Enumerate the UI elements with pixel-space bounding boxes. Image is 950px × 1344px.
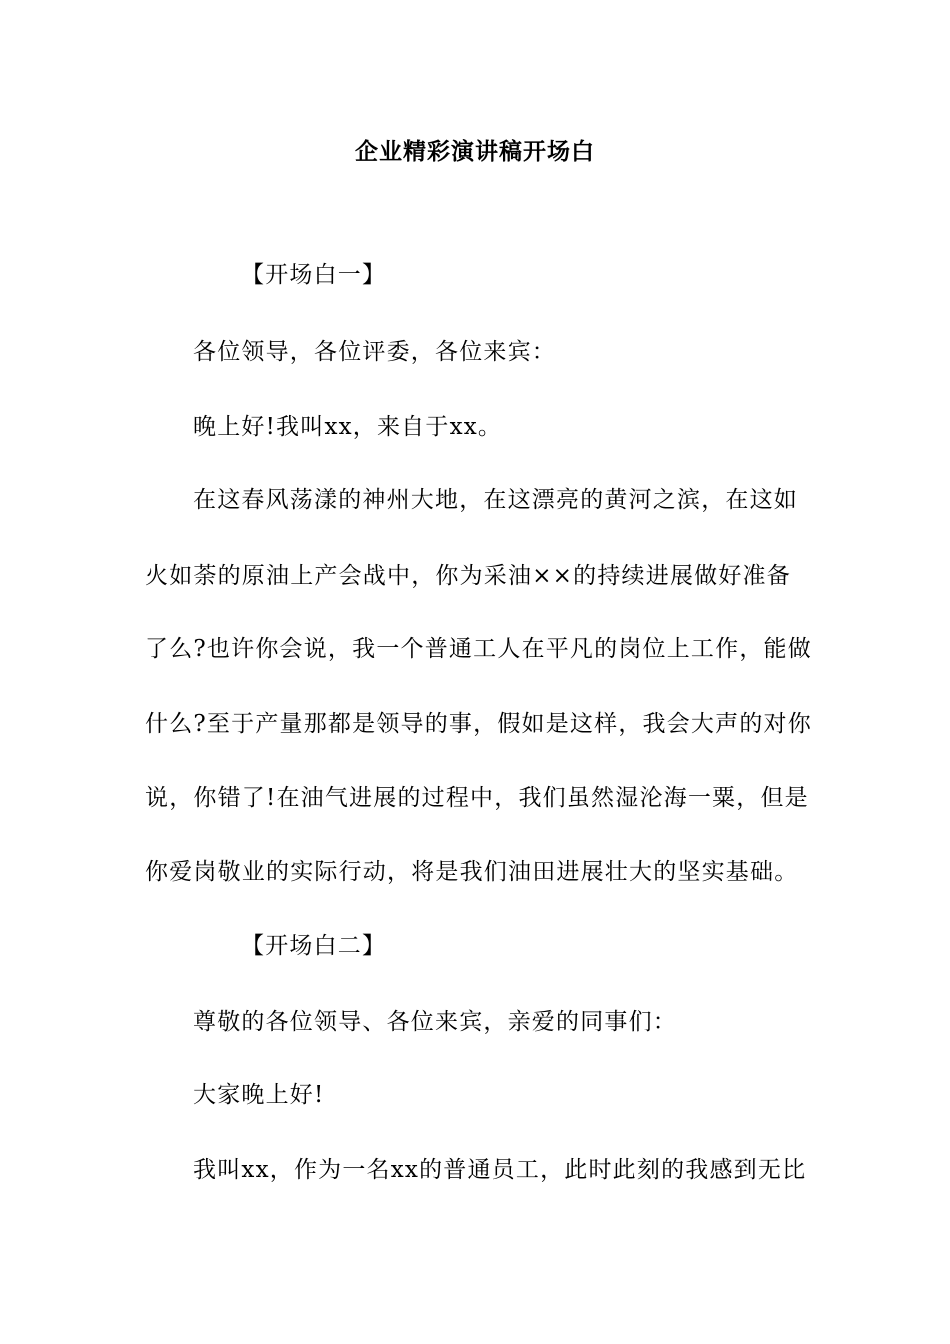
paragraph-line: 你爱岗敬业的实际行动，将是我们油田进展壮大的坚实基础。: [145, 859, 799, 885]
section-heading-2: 【开场白二】: [241, 933, 387, 959]
section-heading-1: 【开场白一】: [241, 262, 387, 288]
paragraph-line: 晚上好!我叫xx，来自于xx。: [193, 414, 503, 440]
document-title: 企业精彩演讲稿开场白: [355, 138, 595, 165]
paragraph-line: 各位领导，各位评委，各位来宾：: [193, 339, 556, 365]
paragraph-line: 大家晚上好!: [193, 1082, 325, 1108]
paragraph-line: 什么?至于产量那都是领导的事，假如是这样，我会大声的对你: [145, 711, 812, 737]
paragraph-line: 我叫xx，作为一名xx的普通员工，此时此刻的我感到无比: [193, 1157, 807, 1183]
paragraph-line: 了么?也许你会说，我一个普通工人在平凡的岗位上工作，能做: [145, 636, 812, 662]
paragraph-line: 尊敬的各位领导、各位来宾，亲爱的同事们：: [193, 1009, 677, 1035]
paragraph-line: 火如荼的原油上产会战中，你为采油××的持续进展做好准备: [145, 563, 791, 589]
paragraph-line: 说，你错了!在油气进展的过程中，我们虽然湿沦海一粟，但是: [145, 785, 809, 811]
paragraph-line: 在这春风荡漾的神州大地，在这漂亮的黄河之滨，在这如: [193, 487, 798, 513]
